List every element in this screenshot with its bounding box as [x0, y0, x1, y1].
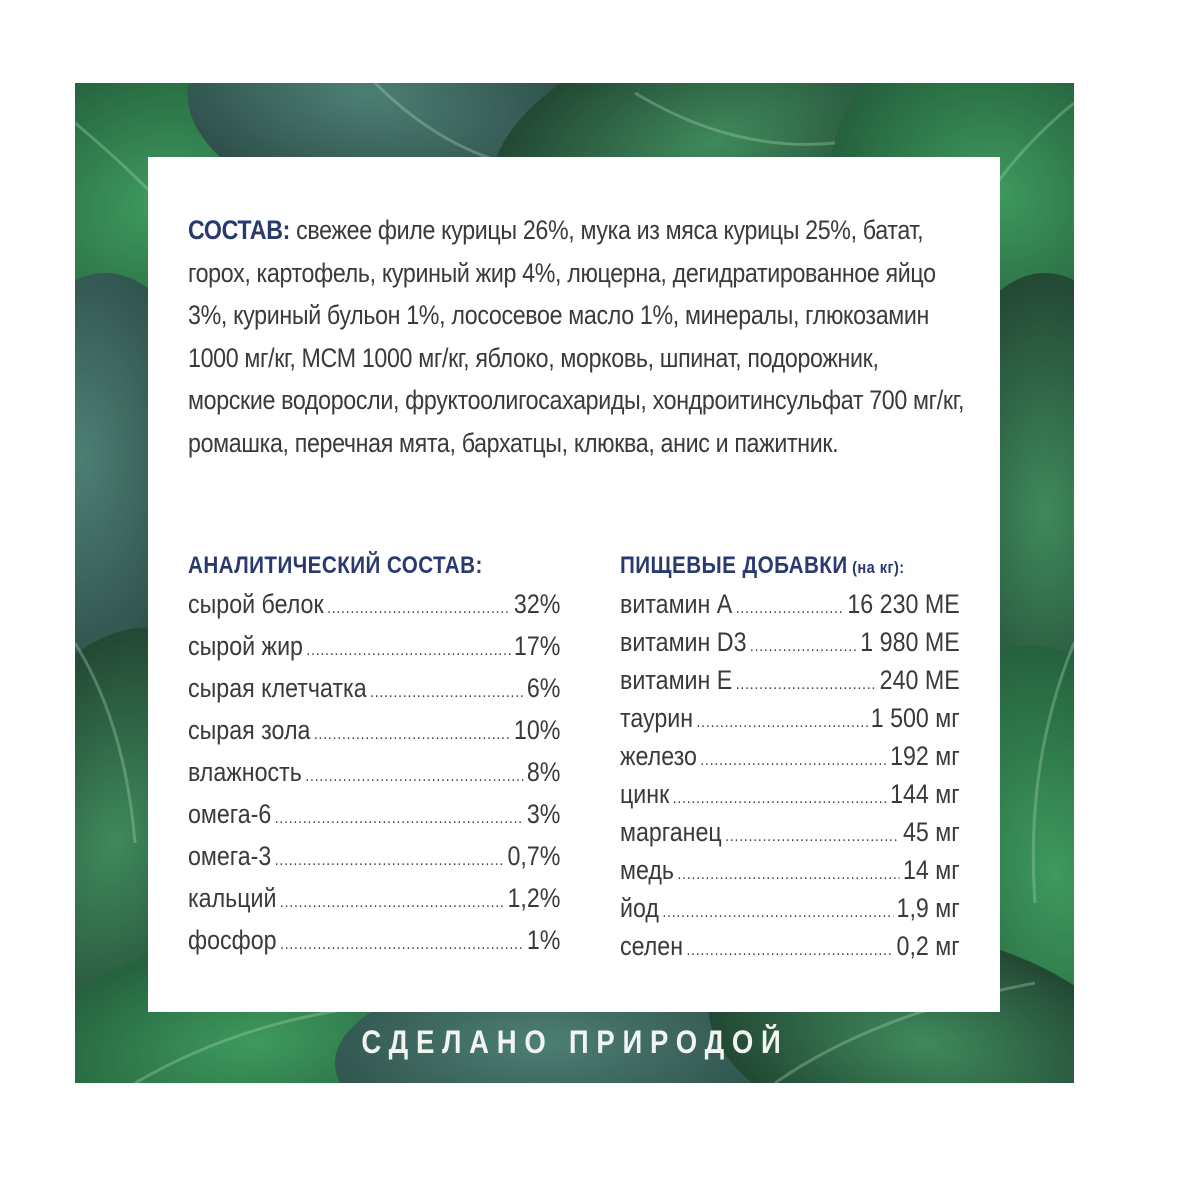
additive-row: таурин ..... 1 500 мг: [620, 703, 960, 739]
additive-row: витамин Е ..... 240 МЕ: [620, 665, 960, 701]
info-card: [148, 157, 1000, 1012]
analytical-row: сырой белок ..... 32%: [188, 589, 560, 625]
composition-ingredients: свежее филе курицы 26%, мука из мяса курицы 25%, батат, горох, картофель, куриный жир 4%, люцерна, дегидратированное яйцо 3%, куриный бульон 1%, лососевое масло 1%, минералы, глюкозамин 1000 мг/кг, МСМ 1000 мг/кг, яблоко, морковь, шпинат, подорожник, морские водоросли, фруктоолигосахариды, хондроитинсульфат 700 мг/кг, ромашка, перечная мята, бархатцы, клюква, анис и пажитник.: [188, 215, 965, 458]
additives-title: ПИЩЕВЫЕ ДОБАВКИ (на кг):: [620, 552, 905, 579]
analytical-row: кальций ..... 1,2%: [188, 883, 560, 919]
additive-row: витамин А ..... 16 230 МЕ: [620, 589, 960, 625]
analytical-row: омега-3 ..... 0,7%: [188, 841, 560, 877]
composition-label: СОСТАВ:: [188, 215, 291, 245]
additive-row: марганец ..... 45 мг: [620, 817, 960, 853]
additive-row: медь ..... 14 мг: [620, 855, 960, 891]
analytical-row: омега-6 ..... 3%: [188, 799, 560, 835]
additive-row: йод ..... 1,9 мг: [620, 893, 960, 929]
additive-row: селен ..... 0,2 мг: [620, 931, 960, 967]
analytical-row: влажность ..... 8%: [188, 757, 560, 793]
composition-text: [188, 209, 966, 464]
analytical-row: фосфор ..... 1%: [188, 925, 560, 961]
additive-row: железо ..... 192 мг: [620, 741, 960, 777]
analytical-title: АНАЛИТИЧЕСКИЙ СОСТАВ:: [188, 552, 483, 579]
analytical-row: сырая клетчатка ..... 6%: [188, 673, 560, 709]
analytical-row: сырая зола ..... 10%: [188, 715, 560, 751]
footer-slogan: СДЕЛАНО ПРИРОДОЙ: [361, 1024, 789, 1060]
additive-row: витамин D3 ..... 1 980 МЕ: [620, 627, 960, 663]
analytical-row: сырой жир ..... 17%: [188, 631, 560, 667]
additive-row: цинк ..... 144 мг: [620, 779, 960, 815]
